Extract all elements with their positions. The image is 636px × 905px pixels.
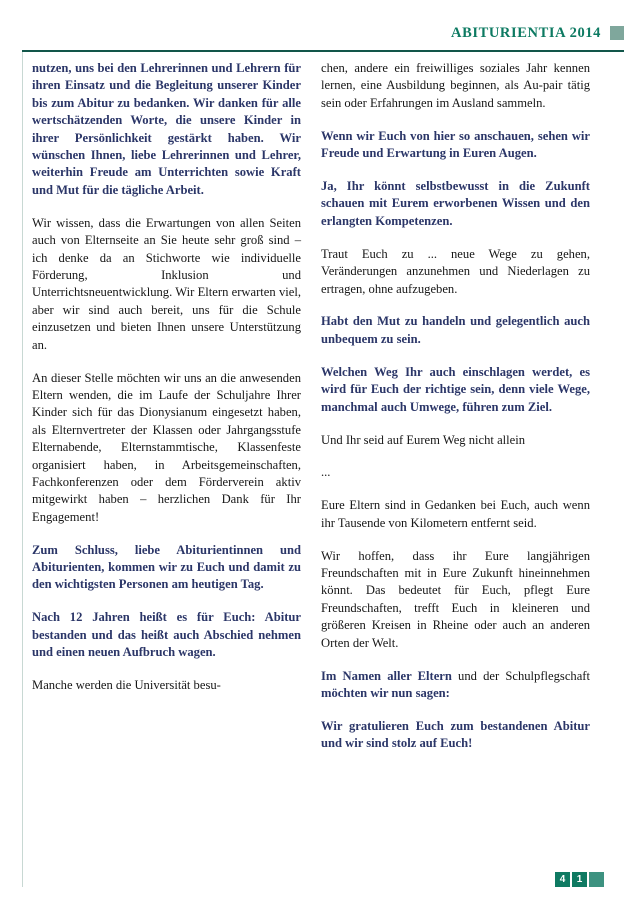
page-number-digit-2: 1 <box>572 872 587 887</box>
page-number-digit-1: 4 <box>555 872 570 887</box>
page-header <box>22 22 624 52</box>
left-column <box>32 60 301 753</box>
header-title-row <box>22 22 624 44</box>
paragraph: Traut Euch zu ... neue Wege zu gehen, Veränderungen anzunehmen und Niederlagen zu ertragen, ohne aufzugeben. <box>321 246 590 296</box>
paragraph: An dieser Stelle möchten wir uns an die anwesenden Eltern wenden, die im Laufe der Schuljahre Ihrer Kinder sich für das Dionysianum eingesetzt haben, als Elternvertreter der Klassen oder Jahrgangsstufe Elternabende, Elternstammtische, Klassenfeste organisiert haben, in Arbeitsgemeinschaften, Fachkonferenzen oder dem Förderverein aktiv mitgewirkt haben – herzlichen Dank für Ihr Engagement! <box>32 370 301 524</box>
footer-accent-square <box>589 872 604 887</box>
header-divider-rule <box>22 50 624 52</box>
header-accent-square <box>610 26 624 40</box>
closing-paragraph: Wir gratulieren Euch zum bestandenen Abitur und wir sind stolz auf Euch! <box>321 718 590 751</box>
paragraph: Ja, Ihr könnt selbstbewusst in die Zukunft schauen mit Eurem erworbenen Wissen und den erlangten Kompetenzen. <box>321 179 590 228</box>
paragraph: Und Ihr seid auf Eurem Weg nicht allein <box>321 432 526 447</box>
page-number-footer <box>555 872 604 887</box>
mixed-part-blue-tail: möchten wir nun sagen: <box>321 685 450 700</box>
paragraph: nutzen, uns bei den Lehrerinnen und Lehrern für ihren Einsatz und die Begleitung unserer Kinder bis zum Abitur zu bedanken. Wir danken für alle wertschätzenden Worte, die unsere Kinder in ihrer Persönlichkeit gestärkt haben. Wir wünschen Ihnen, liebe Lehrerinnen und Lehrer, weiterhin Freude am Unterrichten sowie Kraft und Mut für die tägliche Arbeit. <box>32 61 301 197</box>
paragraph: Nach 12 Jahren heißt es für Euch: Abitur bestanden und das heißt auch Abschied nehmen und einen neuen Aufbruch wagen. <box>32 610 301 660</box>
right-column <box>321 60 590 753</box>
paragraph: Welchen Weg Ihr auch einschlagen werdet, es wird für Euch der richtige sein, denn viele Wege, manchmal auch Umwege, führen zum Ziel. <box>321 364 590 414</box>
paragraph: Eure Eltern sind in Gedanken bei Euch, auch wenn ihr Tausende von Kilometern entfernt seid. <box>321 498 590 530</box>
paragraph: Wenn wir Euch von hier so anschauen, sehen wir Freude und Erwartung in Euren Augen. <box>321 128 590 161</box>
paragraph-continuation: chen, andere ein freiwilliges soziales Jahr kennen lernen, eine Ausbildung beginnen, als Au-pair tätig sein oder Erfahrungen im Ausland sammeln. <box>321 61 590 110</box>
paragraph-mixed-color <box>321 668 590 703</box>
mixed-part-blue-lead: Im Namen aller Eltern <box>321 668 452 683</box>
paragraph: Zum Schluss, liebe Abiturientinnen und Abiturienten, kommen wir zu Euch und damit zu den wichtigsten Personen am heutigen Tag. <box>32 542 301 592</box>
mixed-part-black: und der Schulpflegschaft <box>451 668 590 683</box>
paragraph: Wir hoffen, dass ihr Eure langjährigen Freundschaften mit in Eure Zukunft hineinnehmen könnt. Das bedeutet für Euch, pflegt Eure Freundschaften, trefft Euch in kleineren und größeren Kreisen in Rheine oder auch an anderen Orten der Welt. <box>321 548 590 650</box>
article-columns <box>32 60 610 753</box>
paragraph: Wir wissen, dass die Erwartungen von allen Seiten auch von Elternseite an Sie heute sehr groß sind – ich denke da an Stichworte wie individuelle Förderung, Inklusion und Unterrichtsneuentwicklung. Wir Eltern erwarten viel, aber wir sind auch bereit, uns für die Schule einzusetzen und bieten Ihnen unsere Unterstützung an. <box>32 215 301 352</box>
left-margin-rule <box>22 52 23 887</box>
paragraph: Habt den Mut zu handeln und gelegentlich auch unbequem zu sein. <box>321 314 590 346</box>
paragraph-continued: Manche werden die Universität besu- <box>32 678 221 693</box>
ellipsis-line: ... <box>321 465 331 480</box>
page-title: ABITURIENTIA 2014 <box>451 24 601 41</box>
